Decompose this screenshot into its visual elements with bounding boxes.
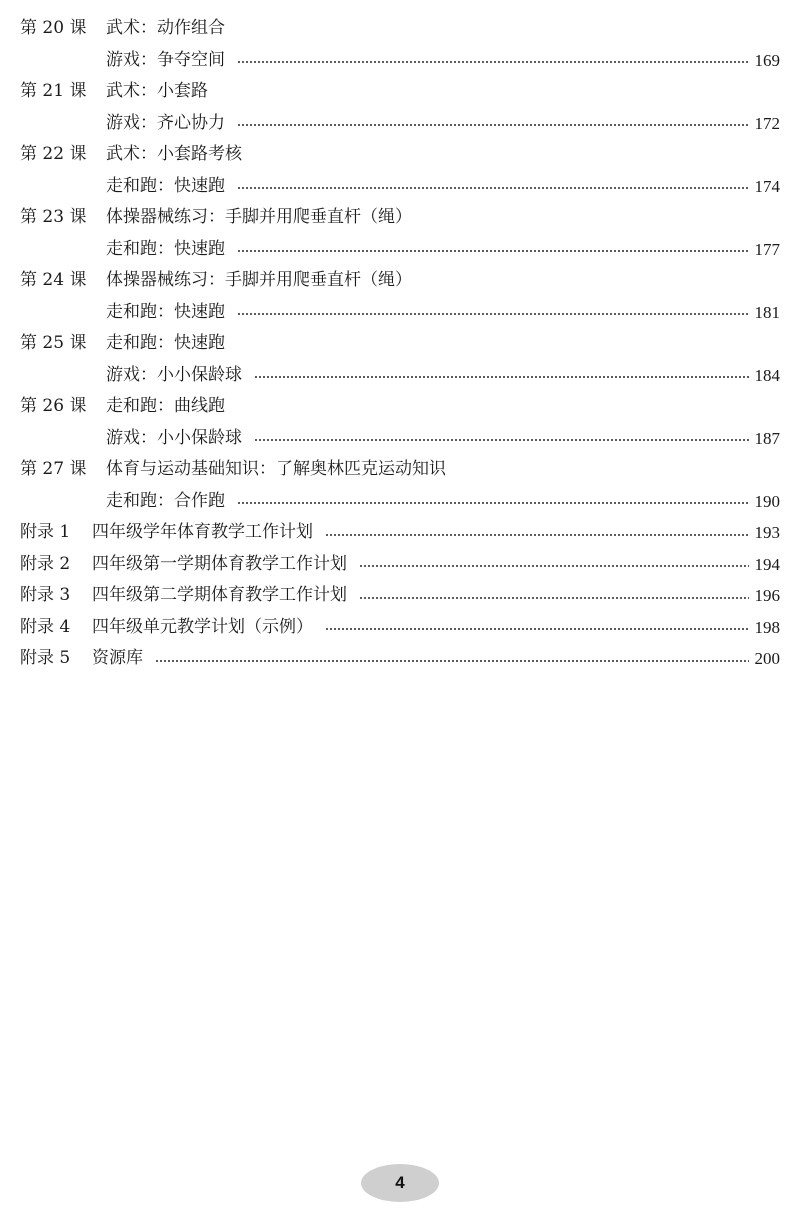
toc-lesson-heading <box>0 265 800 297</box>
toc-appendix-entry <box>0 549 800 581</box>
dot-leader <box>359 597 749 599</box>
toc-entry-title: 走和跑：快速跑 <box>106 175 225 196</box>
toc-appendix-entry <box>0 612 800 644</box>
toc-entry-row <box>106 391 780 423</box>
dot-leader <box>237 313 749 315</box>
dot-leader <box>325 534 749 536</box>
toc-lesson-heading <box>0 76 800 108</box>
toc-entry-row <box>106 328 780 360</box>
toc-entry-title: 武术：小套路 <box>106 81 208 101</box>
dot-leader <box>237 124 749 126</box>
toc-entry-title: 走和跑：快速跑 <box>106 301 225 322</box>
toc-entry-row <box>106 45 780 77</box>
toc-entry-number: 第 22 课 <box>20 144 87 164</box>
toc-entry-number: 第 23 课 <box>20 207 87 227</box>
toc-appendix-entry <box>0 643 800 675</box>
toc-entry-page: 193 <box>754 523 780 542</box>
toc-entry-title: 走和跑：合作跑 <box>106 490 225 511</box>
dot-leader <box>237 502 749 504</box>
toc-entry-number: 附录 1 <box>20 522 71 542</box>
toc-sub-entry <box>0 486 800 518</box>
toc-entry-row <box>92 612 780 644</box>
toc-entry-row <box>92 549 780 581</box>
page-number: 4 <box>395 1173 405 1192</box>
toc-entry-row <box>106 139 780 171</box>
toc-entry-title: 游戏：小小保龄球 <box>106 427 242 448</box>
toc-entry-page: 172 <box>754 113 780 133</box>
table-of-contents <box>0 13 800 675</box>
toc-entry-number: 第 21 课 <box>20 81 87 101</box>
dot-leader <box>359 565 749 567</box>
toc-entry-title: 武术：动作组合 <box>106 18 225 38</box>
toc-entry-row <box>106 265 780 297</box>
toc-lesson-heading <box>0 328 800 360</box>
toc-entry-page: 174 <box>754 176 780 196</box>
toc-entry-row <box>92 580 780 612</box>
toc-entry-row <box>106 360 780 392</box>
toc-entry-title: 体操器械练习：手脚并用爬垂直杆（绳） <box>106 207 412 227</box>
toc-sub-entry <box>0 360 800 392</box>
toc-entry-number: 附录 3 <box>20 585 71 605</box>
toc-entry-title: 四年级学年体育教学工作计划 <box>92 522 313 542</box>
toc-entry-page: 200 <box>754 649 780 668</box>
toc-entry-number: 附录 4 <box>20 616 71 637</box>
toc-entry-number: 第 26 课 <box>20 396 87 416</box>
toc-entry-title: 走和跑：快速跑 <box>106 333 225 353</box>
toc-entry-title: 走和跑：快速跑 <box>106 238 225 259</box>
toc-entry-page: 177 <box>754 239 780 259</box>
toc-sub-entry <box>0 234 800 266</box>
toc-entry-number: 附录 2 <box>20 553 71 574</box>
toc-entry-title: 四年级第一学期体育教学工作计划 <box>92 553 347 574</box>
toc-entry-number: 第 27 课 <box>20 459 87 479</box>
toc-entry-page: 190 <box>754 491 780 511</box>
dot-leader <box>155 660 749 662</box>
toc-entry-title: 游戏：齐心协力 <box>106 112 225 133</box>
toc-entry-row <box>106 423 780 455</box>
toc-entry-row <box>106 297 780 329</box>
toc-entry-row <box>92 643 780 675</box>
dot-leader <box>237 250 749 252</box>
dot-leader <box>237 187 749 189</box>
toc-entry-title: 体育与运动基础知识：了解奥林匹克运动知识 <box>106 459 446 479</box>
dot-leader <box>325 628 749 630</box>
toc-lesson-heading <box>0 202 800 234</box>
toc-entry-row <box>106 202 780 234</box>
toc-entry-row <box>92 517 780 549</box>
toc-entry-title: 游戏：争夺空间 <box>106 49 225 70</box>
toc-entry-title: 四年级单元教学计划（示例） <box>92 616 313 637</box>
toc-appendix-entry <box>0 517 800 549</box>
dot-leader <box>254 439 749 441</box>
dot-leader <box>237 61 749 63</box>
toc-entry-title: 四年级第二学期体育教学工作计划 <box>92 585 347 605</box>
toc-entry-row <box>106 108 780 140</box>
toc-lesson-heading <box>0 391 800 423</box>
page-number-badge <box>361 1164 439 1202</box>
toc-entry-page: 184 <box>754 365 780 385</box>
toc-entry-row <box>106 454 780 486</box>
toc-entry-row <box>106 13 780 45</box>
dot-leader <box>254 376 749 378</box>
toc-entry-row <box>106 76 780 108</box>
toc-entry-page: 169 <box>754 50 780 70</box>
toc-entry-number: 第 25 课 <box>20 333 87 353</box>
toc-sub-entry <box>0 45 800 77</box>
toc-entry-row <box>106 171 780 203</box>
toc-entry-page: 181 <box>754 302 780 322</box>
toc-lesson-heading <box>0 454 800 486</box>
toc-sub-entry <box>0 297 800 329</box>
toc-sub-entry <box>0 108 800 140</box>
toc-entry-page: 196 <box>754 586 780 605</box>
toc-entry-title: 资源库 <box>92 648 143 668</box>
toc-entry-title: 武术：小套路考核 <box>106 144 242 164</box>
toc-entry-row <box>106 234 780 266</box>
toc-sub-entry <box>0 423 800 455</box>
toc-entry-title: 游戏：小小保龄球 <box>106 364 242 385</box>
toc-lesson-heading <box>0 13 800 45</box>
toc-entry-number: 第 24 课 <box>20 270 87 290</box>
toc-appendix-entry <box>0 580 800 612</box>
toc-entry-page: 187 <box>754 428 780 448</box>
toc-entry-number: 附录 5 <box>20 648 71 668</box>
toc-sub-entry <box>0 171 800 203</box>
toc-lesson-heading <box>0 139 800 171</box>
toc-entry-title: 体操器械练习：手脚并用爬垂直杆（绳） <box>106 270 412 290</box>
toc-entry-number: 第 20 课 <box>20 18 87 38</box>
toc-entry-row <box>106 486 780 518</box>
toc-entry-title: 走和跑：曲线跑 <box>106 396 225 416</box>
toc-entry-page: 198 <box>754 617 780 637</box>
toc-entry-page: 194 <box>754 554 780 574</box>
